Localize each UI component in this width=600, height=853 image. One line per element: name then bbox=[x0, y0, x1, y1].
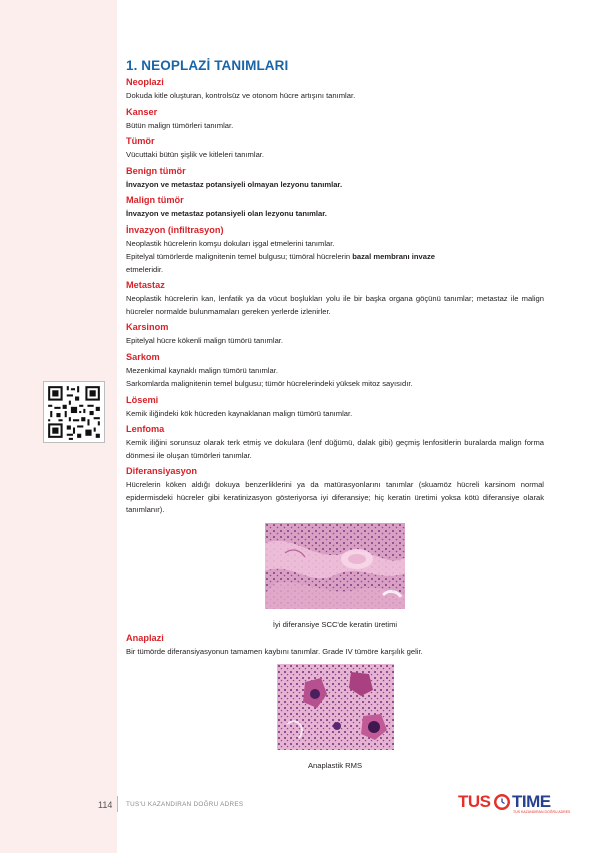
definition: Hücrelerin köken aldığı dokuya benzerliklerini ya da matürasyonlarını tanımlar (skuamöz hücreli karsinom normal epidermisdeki hücreler gibi keratinizasyon gösteriyorsa iyi diferansiye; hiç keratin üretimi yoksa kötü diferansiye olarak tanımlanır). bbox=[126, 480, 544, 514]
definition: Kemik iliğini sorunsuz olarak terk etmiş ve dokulara (lenf düğümü, dalak gibi) geçmiş lenfositlerin buralarda malign forma dönmesi ile oluşan tümörleri tanımlar. bbox=[126, 438, 544, 460]
definition: Dokuda kitle oluşturan, kontrolsüz ve otonom hücre artışını tanımlar. bbox=[126, 91, 356, 100]
definition: İnvazyon ve metastaz potansiyeli olmayan lezyonu tanımlar. bbox=[126, 179, 343, 189]
definition: Epitelyal hücre kökenli malign tümörü tanımlar. bbox=[126, 336, 284, 345]
definition: Sarkomlarda malignitenin temel bulgusu; tümör hücrelerindeki yüksek mitoz sayısıdır. bbox=[126, 379, 413, 388]
term-anaplazi: Anaplazi bbox=[126, 632, 164, 643]
page-number: 114 bbox=[98, 800, 113, 810]
definition: Kemik iliğindeki kök hücreden kaynaklanan malign tümörü tanımlar. bbox=[126, 408, 353, 418]
term-losemi: Lösemi bbox=[126, 394, 159, 405]
definition: Mezenkimal kaynaklı malign tümörü tanımlar. bbox=[126, 365, 278, 375]
figure-scc bbox=[126, 523, 544, 629]
micrograph-rms-image bbox=[277, 664, 394, 750]
term-tumor: Tümör bbox=[126, 136, 155, 146]
qr-code-icon bbox=[44, 382, 104, 442]
definition: Neoplastik hücrelerin komşu dokuları işgal etmelerini tanımlar. bbox=[126, 238, 335, 248]
term-lenfoma: Lenfoma bbox=[126, 424, 165, 434]
term-diferansiyasyon: Diferansiyasyon bbox=[126, 466, 197, 476]
micrograph-scc-image bbox=[265, 523, 405, 609]
section-title: 1. NEOPLAZİ TANIMLARI bbox=[126, 58, 289, 73]
term-sarkom: Sarkom bbox=[126, 351, 160, 362]
definition bbox=[126, 251, 544, 276]
clock-icon bbox=[492, 793, 512, 811]
term-benign-tumor: Benign tümör bbox=[126, 165, 186, 176]
term-neoplazi: Neoplazi bbox=[126, 77, 164, 87]
footer-divider bbox=[117, 796, 118, 812]
definition-text: Epitelyal tümörlerde malignitenin temel bulgusu; tümöral hücrelerin bbox=[126, 252, 351, 261]
figure-caption: Anaplastik RMS bbox=[307, 761, 363, 770]
logo-text-right: TIME bbox=[512, 792, 551, 811]
term-kanser: Kanser bbox=[126, 106, 158, 117]
qr-code[interactable] bbox=[43, 381, 105, 443]
term-karsinom: Karsinom bbox=[126, 322, 169, 332]
term-metastaz: Metastaz bbox=[126, 280, 165, 290]
highlight-text: bazal membranı invaze bbox=[352, 252, 435, 261]
term-invazyon: İnvazyon (infiltrasyon) bbox=[126, 224, 224, 235]
logo-tagline: TUS KAZANDIRAN DOĞRU ADRES bbox=[513, 810, 571, 814]
page-content bbox=[126, 58, 544, 772]
logo-text-left: TUS bbox=[458, 792, 491, 811]
definition: İnvazyon ve metastaz potansiyeli olan lezyonu tanımlar. bbox=[126, 209, 327, 218]
definition: Vücuttaki bütün şişlik ve kitleleri tanımlar. bbox=[126, 150, 265, 159]
definition-text: etmeleridir. bbox=[126, 264, 164, 274]
figure-rms bbox=[126, 664, 544, 770]
definition: Bütün malign tümörleri tanımlar. bbox=[126, 120, 234, 130]
figure-caption: İyi diferansiye SCC'de keratin üretimi bbox=[272, 619, 398, 629]
footer-slogan: TUS'U KAZANDIRAN DOĞRU ADRES bbox=[126, 801, 244, 808]
definition: Bir tümörde diferansiyasyonun tamamen kaybını tanımlar. Grade IV tümöre karşılık gelir. bbox=[126, 646, 423, 656]
term-malign-tumor: Malign tümör bbox=[126, 195, 184, 205]
definition: Neoplastik hücrelerin kan, lenfatik ya da vücut boşlukları yolu ile bir başka organa göçünü tanımlar; metastaz ile malign hücreler normalde bulunmamaları gereken yerlerde izlenirler. bbox=[126, 294, 544, 316]
